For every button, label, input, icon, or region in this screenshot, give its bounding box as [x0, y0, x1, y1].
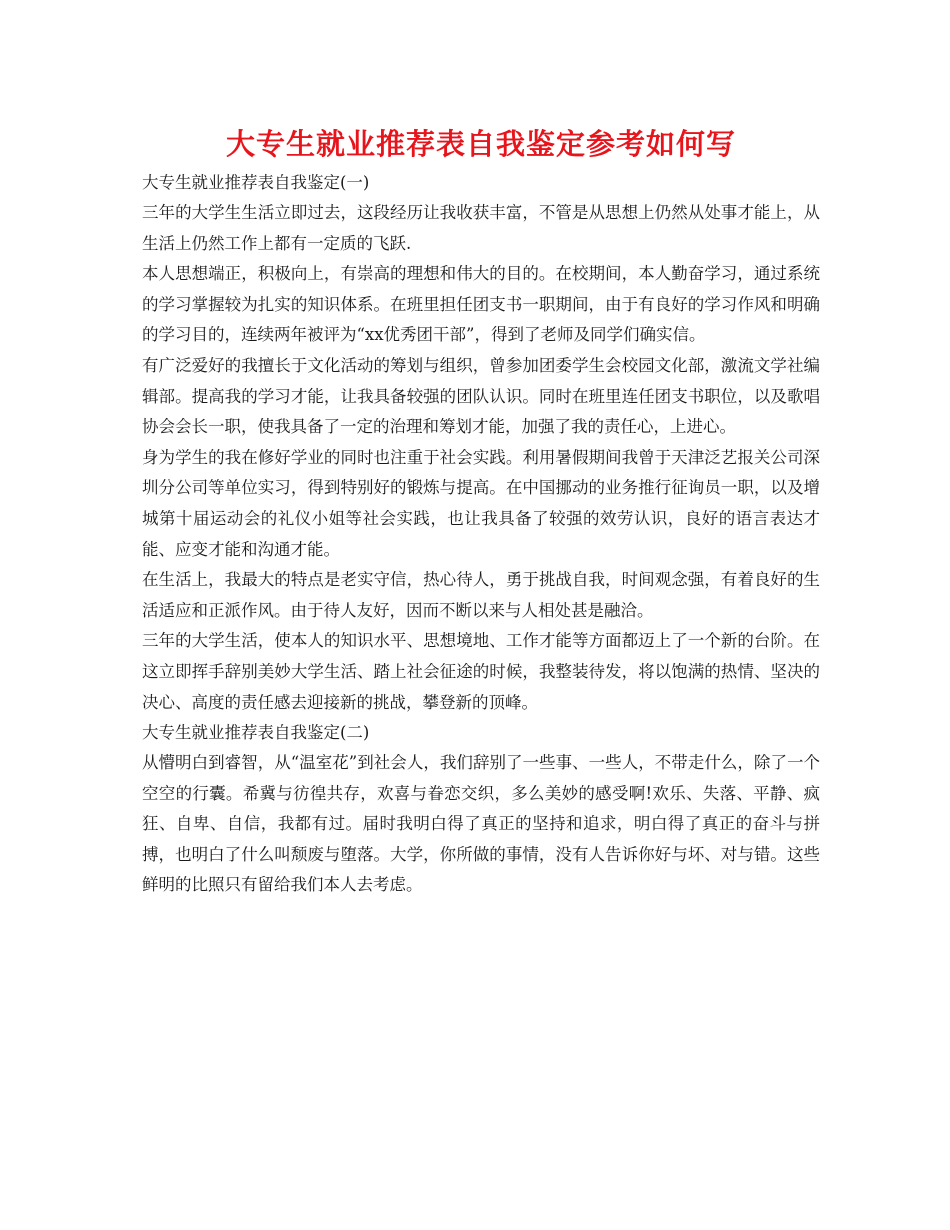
paragraph: 有广泛爱好的我擅长于文化活动的筹划与组织，曾参加团委学生会校园文化部，激流文学社编辑部。提高我的学习才能，让我具备较强的团队认识。同时在班里连任团支书职位，以及歌唱协会会长一职，使我具备了一定的治理和筹划才能，加强了我的责任心，上进心。 [142, 355, 820, 437]
section-heading-2: 大专生就业推荐表自我鉴定(二) [142, 723, 370, 743]
document-title: 大专生就业推荐表自我鉴定参考如何写 [225, 127, 736, 161]
paragraph: 本人思想端正，积极向上，有崇高的理想和伟大的目的。在校期间，本人勤奋学习，通过系统的学习掌握较为扎实的知识体系。在班里担任团支书一职期间，由于有良好的学习作风和明确的学习目的，连续两年被评为“xx优秀团干部”，得到了老师及同学们确实信。 [142, 264, 820, 345]
paragraph: 身为学生的我在修好学业的同时也注重于社会实践。利用暑假期间我曾于天津泛艺报关公司深圳分公司等单位实习，得到特别好的锻炼与提高。在中国挪动的业务推行征询员一职，以及增城第十届运动会的礼仪小姐等社会实践，也让我具备了较强的效劳认识，良好的语言表达才能、应变才能和沟通才能。 [142, 447, 820, 559]
paragraph: 三年的大学生生活立即过去，这段经历让我收获丰富，不管是从思想上仍然从处事才能上，从生活上仍然工作上都有一定质的飞跃. [142, 203, 820, 253]
section-heading-1: 大专生就业推荐表自我鉴定(一) [142, 173, 370, 192]
paragraph: 在生活上，我最大的特点是老实守信，热心待人，勇于挑战自我，时间观念强，有着良好的生活适应和正派作风。由于待人友好，因而不断以来与人相处甚是融洽。 [142, 570, 820, 620]
document-page [142, 124, 820, 901]
paragraph: 三年的大学生活，使本人的知识水平、思想境地、工作才能等方面都迈上了一个新的台阶。在这立即挥手辞别美妙大学生活、踏上社会征途的时候，我整装待发，将以饱满的热情、坚决的决心、高度的责任感去迎接新的挑战，攀登新的顶峰。 [142, 631, 820, 712]
paragraph: 从懵明白到睿智，从“温室花”到社会人，我们辞别了一些事、一些人，不带走什么，除了一个空空的行囊。希冀与彷徨共存，欢喜与眷恋交织，多么美妙的感受啊!欢乐、失落、平静、疯狂、自卑、自信，我都有过。届时我明白得了真正的坚持和追求，明白得了真正的奋斗与拼搏，也明白了什么叫颓废与堕落。大学，你所做的事情，没有人告诉你好与坏、对与错。这些鲜明的比照只有留给我们本人去考虑。 [142, 753, 820, 895]
